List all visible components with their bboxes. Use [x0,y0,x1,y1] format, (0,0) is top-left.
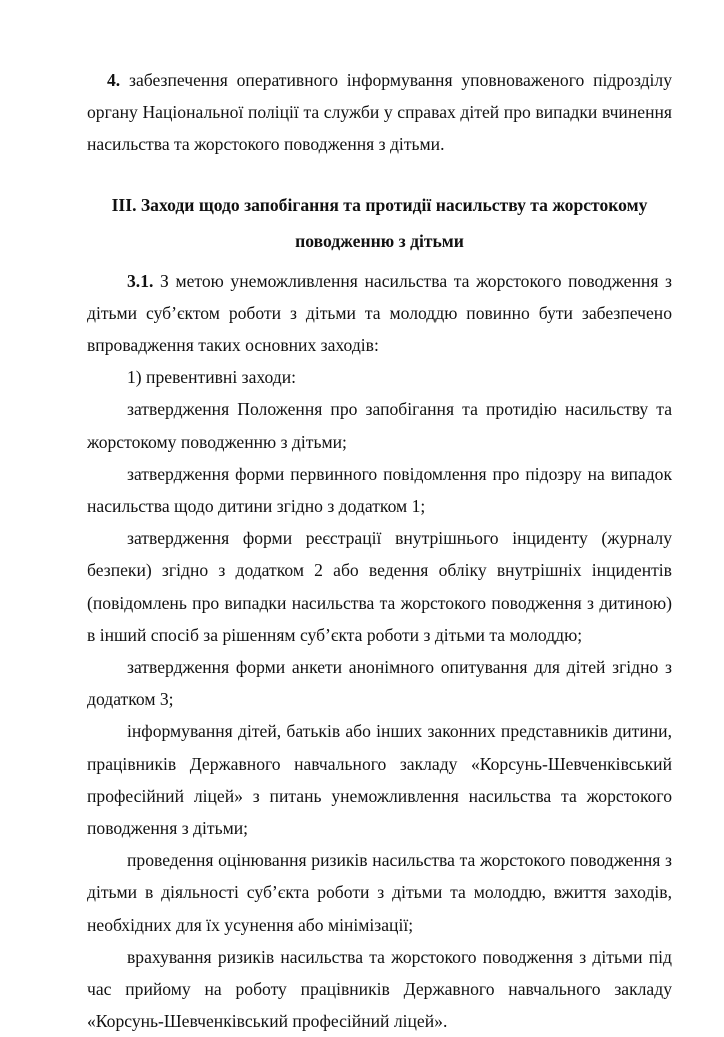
item-4-number: 4. [107,70,121,90]
measure-item: затвердження форми анкети анонімного опитування для дітей згідно з додатком 3; [87,657,672,710]
item-4-text: забезпечення оперативного інформування уповноваженого підрозділу органу Національної поліції та служби у справах дітей про випадки вчинення насильства та жорстокого поводження з дітьми. [87,70,672,155]
preventive-measures-subheading: 1) превентивні заходи: [127,367,297,388]
measure-item: затвердження форми первинного повідомлення про підозру на випадок насильства щодо дитини згідно з додатком 1; [87,463,672,517]
measure-item: врахування ризиків насильства та жорстокого поводження з дітьми під час прийому на роботу працівників Державного навчального закладу «Корсунь-Шевченківський професійний ліцей». [87,946,672,1032]
measure-item: затвердження Положення про запобігання та протидію насильству та жорстокому поводженню з дітьми; [87,399,672,452]
section-title-line-1: ІІІ. Заходи щодо запобігання та протидії насильству та жорстокому [111,194,648,215]
item-4-paragraph [87,64,672,161]
measure-item: інформування дітей, батьків або інших законних представників дитини, працівників Державного навчального закладу «Корсунь-Шевченківський професійний ліцей» з питань унеможливлення насильства та жорстокого поводження з дітьми; [87,721,672,839]
clause-3-1-text: З метою унеможливлення насильства та жорстокого поводження з дітьми суб’єктом роботи з дітьми та молоддю повинно бути забезпечено впровадження таких основних заходів: [87,270,672,356]
section-title-line-2: поводженню з дітьми [295,230,464,251]
measure-item: проведення оцінювання ризиків насильства та жорстокого поводження з дітьми в діяльності суб’єкта роботи з дітьми та молоддю, вжиття заходів, необхідних для їх усунення або мінімізації; [87,850,672,935]
clause-3-1-paragraph [87,265,672,362]
measure-item: затвердження форми реєстрації внутрішнього інциденту (журналу безпеки) згідно з додатком 2 або ведення обліку внутрішніх інцидентів (повідомлень про випадки насильства та жорстокого поводження з дитиною) в інший спосіб за рішенням суб’єкта роботи з дітьми та молоддю; [87,528,672,645]
clause-3-1-number: 3.1. [127,270,154,291]
document-page [87,64,672,1037]
section-heading [87,187,672,259]
